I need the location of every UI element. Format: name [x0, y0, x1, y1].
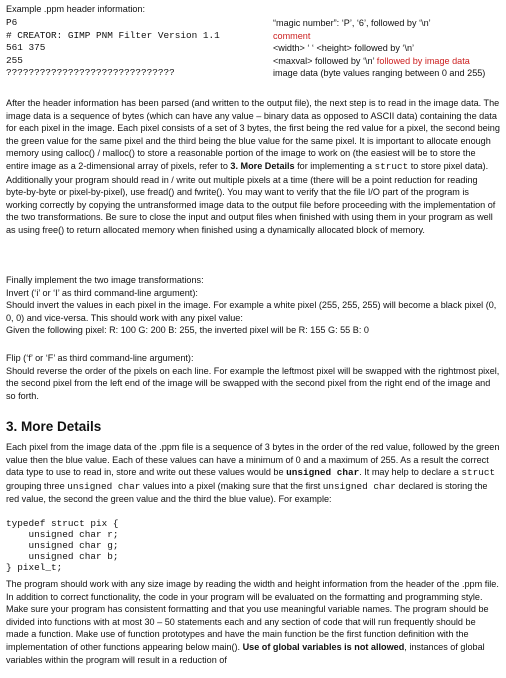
- invert-title: Invert (‘i’ or ‘I’ as third command-line argument):: [6, 287, 198, 298]
- transformations-section: [6, 274, 500, 337]
- style-requirements-paragraph: [6, 578, 500, 666]
- flip-section: [6, 352, 500, 402]
- s3-code-struct: struct: [461, 467, 496, 479]
- s3-text-e: declared is storing the red value, the second the green value and the third the blue value). For example:: [6, 480, 488, 505]
- desc-maxval: [273, 55, 503, 68]
- ppm-header-example: [6, 17, 256, 80]
- s3p2-bold-globals: Use of global variables is not allowed: [242, 641, 405, 652]
- s3p2-text-a: The program should work with any size image by reading the width and height information from the header of the .ppm file. In addition to correct functionality, the code in your program will be evaluated on the formatting and programming style. Make sure your program has consistent formatting and that you use meaningful variable names. The program should be divided into functions with at most 30 – 50 statements each and any section of code that will run frequently should be made a function. Make use of function prototypes and have the main function be the first function definition with the implementation of other functions appearing below main().: [6, 579, 499, 652]
- invert-example: Given the following pixel: R: 100 G: 200 B: 255, the inverted pixel will be R: 155 G: 55 B: 0: [6, 325, 369, 336]
- para1-code-struct: struct: [374, 160, 409, 172]
- s3-code-unsigned-char-3: unsigned char: [322, 480, 396, 492]
- para1-text-a: After the header information has been parsed (and written to the output file), the next step is to read in the image data. The image data is a sequence of bytes (which can have any value – binary data as opposed to ASCII data) containing the data for each pixel in the image. Each pixel consists of a set of 3 bytes, the first being the red value for a pixel, the second being the green value for the same pixel and the third being the blue value for the same pixel. It is important to allocate enough memory using calloc() / malloc() to store a reasonable portion of the image to work on (the easiest will be to store the entire image as a 2-dimensional array of pixels, refer to: [6, 98, 500, 171]
- image-data-paragraph: [6, 97, 500, 237]
- header-line-size: 561 375: [6, 42, 46, 54]
- header-line-magic: P6: [6, 17, 18, 28]
- more-details-heading: 3. More Details: [6, 419, 102, 434]
- header-line-data: ??????????????????????????????: [6, 67, 175, 79]
- desc-maxval-text: <maxval> followed by ‘\n’: [273, 55, 377, 66]
- s3-text-d: values into a pixel (making sure that the first: [140, 480, 323, 491]
- flip-description: Should reverse the order of the pixels on each line. For example the leftmost pixel will be swapped with the rightmost pixel, the second pixel from the left end of the image will be swapped with the second pixel from the right end of the image and so forth.: [6, 365, 500, 401]
- para1-text-b: for implementing a: [294, 160, 375, 171]
- desc-size: <width> ‘ ‘ <height> followed by ‘\n’: [273, 43, 415, 54]
- s3-text-b: . It may help to declare a: [359, 467, 462, 478]
- invert-description: Should invert the values in each pixel in the image. For example a white pixel (255, 255, 255) will become a black pixel (0, 0, 0) and vice-versa. This should work with any pixel value:: [6, 300, 497, 323]
- pixel-struct-code: [6, 518, 500, 573]
- ppm-header-descriptions: [273, 17, 503, 80]
- header-line-maxval: 255: [6, 54, 23, 66]
- desc-maxval-red: followed by image data: [376, 55, 470, 66]
- header-line-comment: # CREATOR: GIMP PNM Filter Version 1.1: [6, 29, 220, 41]
- s3-code-unsigned-char-2: unsigned char: [67, 480, 141, 492]
- s3-code-unsigned-char-1: unsigned char: [286, 467, 360, 479]
- s3p2-text-b: , instances of global variables within the program will result in a reduction of: [6, 641, 485, 665]
- s3-text-c: grouping three: [6, 480, 68, 491]
- desc-magic: “magic number”: ‘P’, ‘6’, followed by ‘\n’: [273, 18, 431, 28]
- desc-image-data: image data (byte values ranging between 0 and 255): [273, 68, 486, 79]
- header-info-title: Example .ppm header information:: [6, 4, 146, 14]
- transforms-intro: Finally implement the two image transformations:: [6, 275, 204, 285]
- flip-title: Flip (‘f’ or ‘F’ as third command-line argument):: [6, 353, 194, 363]
- struct-code-block: typedef struct pix { unsigned char r; unsigned char g; unsigned char b; } pixel_t;: [6, 518, 119, 573]
- desc-comment: comment: [273, 30, 311, 41]
- s3-text-a: Each pixel from the image data of the .ppm file is a sequence of 3 bytes in the order of the red value, followed by the green value then the blue value. Each of these values can have a minimum of 0 and a maximum of 255. As a result the correct data type to use to read in, store and write out these values would be: [6, 442, 500, 478]
- more-details-heading-wrap: [6, 419, 500, 435]
- para1-text-c: to store pixel data). Additionally your program should read in / write out multiple pixels at a time (there will be a point reduction for reading byte-by-byte or pixel-by-pixel), use fread() and fwrite(). You may want to verify that the file I/O part of the program is working correctly by copying the untransformed image data to the output file before proceeding with the implementation of the two transformations. Be sure to close the input and output files when finished with using them in your program as well as using free() to return allocated memory when finished using a dynamically allocated block of memory.: [6, 160, 496, 235]
- para1-bold-ref: 3. More Details: [230, 160, 295, 171]
- more-details-paragraph: [6, 441, 500, 506]
